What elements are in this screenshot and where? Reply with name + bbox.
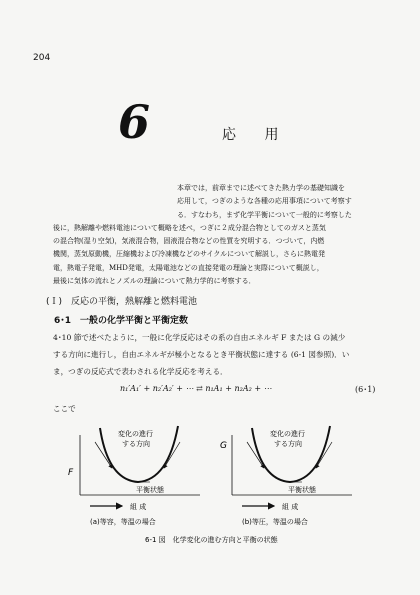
equation-number: (6･1)	[355, 385, 376, 394]
subsection-heading: 6･1 一般の化学平衡と平衡定数	[54, 316, 189, 326]
arrow-right	[164, 442, 180, 468]
figure-panel-right	[220, 426, 352, 527]
intro-line: 機関，蒸気原動機，圧縮機および冷凍機などのサイクルについて解説し，さらに熱電発	[53, 250, 326, 259]
intro-line: 電，熱電子発電，MHD発電，太陽電池などの直接発電の理論と実際について概説し，	[53, 263, 324, 272]
intro-line: 応用して，つぎのような各種の応用事項について考察す	[177, 197, 352, 206]
y-axis-label: G	[220, 441, 227, 451]
intro-line: 後に，熱解離や燃料電池について概略を述べ，つぎに２成分混合物としてのガスと蒸気	[53, 223, 326, 232]
intro-line: 最後に気体の流れとノズルの理論について熱力学的に考察する．	[53, 277, 256, 286]
equation: n₁′A₁′ + n₂′A₂′ + ⋯ ⇄ n₁A₁ + n₂A₂ + ⋯	[120, 384, 272, 393]
chapter-number: 6	[118, 95, 151, 149]
equilibrium-label: 平衡状態	[288, 486, 316, 494]
body-line: 4･10 節で述べたように，一般に化学反応はその系の自由エネルギ F または G の減少	[53, 333, 346, 342]
intro-line: 本章では，前章までに述べてきた熱力学の基礎知識を	[177, 184, 345, 192]
body-paragraph	[53, 329, 383, 380]
intro-paragraph	[53, 182, 373, 288]
direction-label: 変化の進行	[118, 430, 153, 438]
figure-caption: 6-1 図 化学変化の進む方向と平衡の状態	[145, 536, 278, 544]
equilibrium-label: 平衡状態	[136, 486, 164, 494]
direction-label: 変化の進行	[270, 430, 305, 438]
x-axis-label: 組 成	[130, 503, 147, 511]
intro-line: る．すなわち，まず化学平衡について一般的に考察した	[177, 210, 352, 219]
intro-line: の混合物(湿り空気)，気液混合物，固液混合物などの性質を究明する．つづいて，内燃	[53, 237, 325, 246]
direction-label: する方向	[122, 440, 150, 448]
x-axis-label: 組 成	[282, 503, 299, 511]
chapter-title: 応 用	[222, 127, 291, 143]
figure-6-1	[50, 420, 380, 560]
page-number: 204	[33, 53, 51, 63]
koko-de: ここで	[53, 404, 76, 413]
body-line: ま，つぎの反応式で表わされる化学反応を考える．	[53, 367, 228, 376]
section-heading: (Ｉ) 反応の平衡，熱解離と燃料電池	[46, 297, 198, 307]
arrow-right	[316, 442, 332, 468]
figure-panel-left	[68, 426, 200, 527]
panel-caption: (a)等容，等温の場合	[90, 518, 156, 526]
direction-label: する方向	[274, 440, 302, 448]
y-axis-label: F	[68, 468, 74, 478]
panel-caption: (b)等圧，等温の場合	[242, 518, 308, 526]
body-line: する方向に進行し，自由エネルギが極小となるとき平衡状態に達する (6-1 図参照)．い	[53, 350, 350, 359]
